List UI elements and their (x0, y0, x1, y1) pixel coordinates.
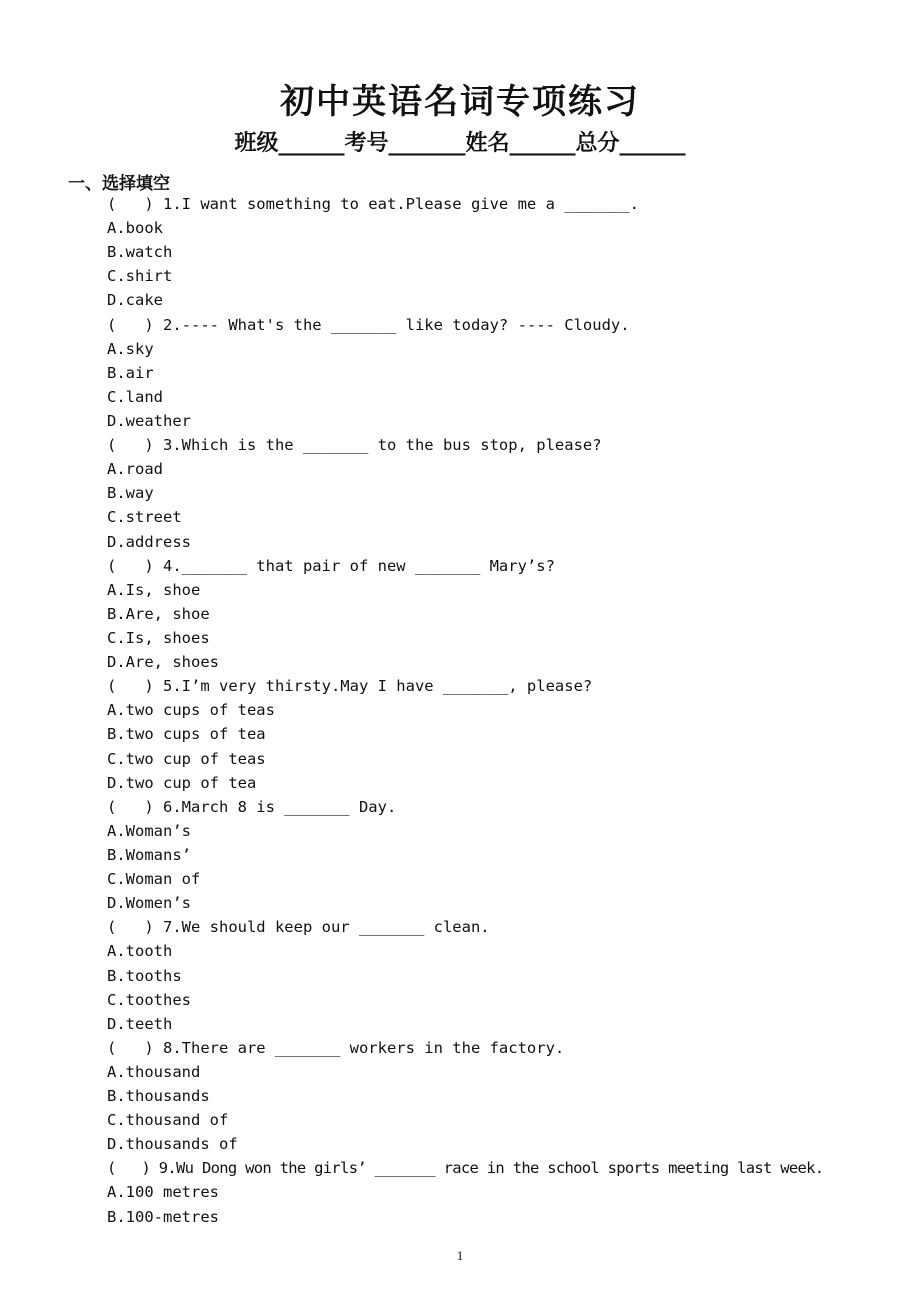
student-info-line: 班级______考号_______姓名______总分______ (234, 131, 686, 156)
option: B.100-metres (107, 1207, 219, 1226)
option: B.Are, shoe (107, 604, 210, 623)
option: D.weather (107, 411, 191, 430)
option: A.Is, shoe (107, 580, 201, 599)
option: C.Is, shoes (107, 628, 210, 647)
question-stem: ( ) 8.There are _______ workers in the factory. (107, 1038, 565, 1057)
option: D.address (107, 532, 191, 551)
option: B.tooths (107, 966, 182, 985)
question-stem: ( ) 7.We should keep our _______ clean. (107, 918, 490, 937)
option: C.land (107, 387, 163, 406)
option: A.thousand (107, 1062, 201, 1081)
question-stem: ( ) 6.March 8 is _______ Day. (107, 797, 397, 816)
question-stem: ( ) 9.Wu Dong won the girls’ _______ race in the school sports meeting last week. (107, 1159, 824, 1178)
option: C.toothes (107, 990, 191, 1009)
option: D.cake (107, 291, 163, 310)
question-stem: ( ) 2.---- What's the _______ like today? ---- Cloudy. (107, 315, 630, 334)
option: A.100 metres (107, 1183, 219, 1202)
option: B.thousands (107, 1087, 210, 1106)
page-number: 1 (456, 1248, 464, 1263)
question-stem: ( ) 5.I’m very thirsty.May I have _______, please? (107, 677, 593, 696)
option: D.thousands of (107, 1135, 238, 1154)
option: A.tooth (107, 942, 173, 961)
option: D.Are, shoes (107, 653, 219, 672)
option: A.road (107, 460, 163, 479)
option: C.Woman of (107, 870, 201, 889)
option: C.two cup of teas (107, 749, 266, 768)
option: B.Womans’ (107, 845, 191, 864)
question-list (107, 192, 823, 1229)
option: D.two cup of tea (107, 773, 257, 792)
option: B.two cups of tea (107, 725, 266, 744)
option: C.thousand of (107, 1111, 229, 1130)
question-stem: ( ) 1.I want something to eat.Please give me a _______. (107, 195, 639, 213)
question-stem: ( ) 3.Which is the _______ to the bus stop, please? (107, 436, 602, 455)
option: D.Women’s (107, 894, 191, 913)
page-title: 初中英语名词专项练习 (280, 82, 640, 122)
option: A.book (107, 219, 163, 238)
section-heading: 一、选择填空 (68, 174, 170, 194)
question-stem: ( ) 4._______ that pair of new _______ Mary’s? (107, 556, 555, 575)
option: D.teeth (107, 1014, 173, 1033)
option: C.shirt (107, 267, 173, 286)
option: B.way (107, 484, 154, 503)
option: C.street (107, 508, 182, 527)
option: A.sky (107, 339, 154, 358)
option: A.two cups of teas (107, 701, 275, 720)
option: A.Woman’s (107, 821, 191, 840)
option: B.watch (107, 243, 173, 262)
option: B.air (107, 363, 154, 382)
